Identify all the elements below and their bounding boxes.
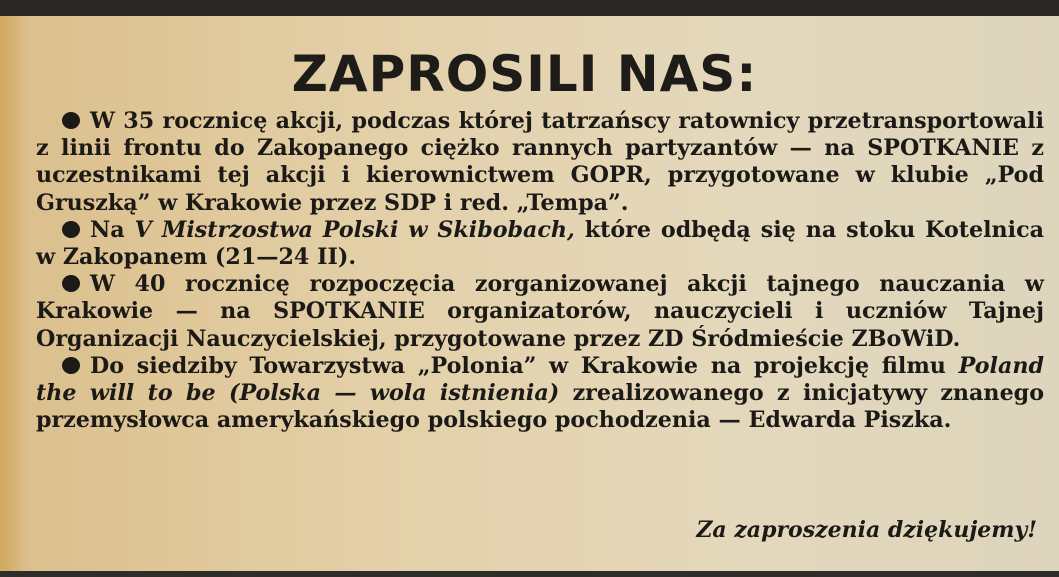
list-item [36,217,1044,271]
item-text: które odbędą się na stoku Kotelnica w Zakopanem (21—24 II). [36,216,1044,271]
item-emphasis: V Mistrzostwa Polski w Skibobach, [134,216,575,243]
closing-signature: Za zaproszenia dziękujemy! [696,517,1037,543]
bullet-icon [62,275,80,292]
item-prefix: Do siedziby Towarzystwa „Polonia” w Krakowie na projekcję filmu [90,352,946,379]
list-item [36,271,1044,353]
article-body [36,108,1044,434]
item-text: W 35 rocznicę akcji, podczas której tatrzańscy ratownicy przetransportowali z linii frontu do Zakopanego ciężko rannych partyzantów — na SPOTKANIE z uczestnikami tej akcji i kierownictwem GOPR, przygotowane w klubie „Pod Gruszką” w Krakowie przez SDP i red. „Tempa”. [36,108,1044,216]
headline: ZAPROSILI NAS: [291,45,758,103]
list-item [36,353,1044,435]
bullet-icon [62,357,80,374]
item-text: W 40 rocznicę rozpoczęcia zorganizowanej akcji tajnego nauczania w Krakowie — na SPOTKANIE organizatorów, nauczycieli i uczniów Tajnej Organizacji Nauczycielskiej, przygotowane przez ZD Śródmieście ZBoWiD. [36,271,1044,352]
item-emphasis: Poland the will to be (Polska — wola istnienia) [36,352,1044,407]
bullet-icon [62,112,80,129]
item-text: zrealizowanego z inicjatywy znanego przemysłowca amerykańskiego polskiego pochodzenia — Edwarda Piszka. [36,380,1044,434]
bullet-icon [62,221,80,238]
item-prefix: Na [90,216,125,243]
list-item [36,108,1044,217]
